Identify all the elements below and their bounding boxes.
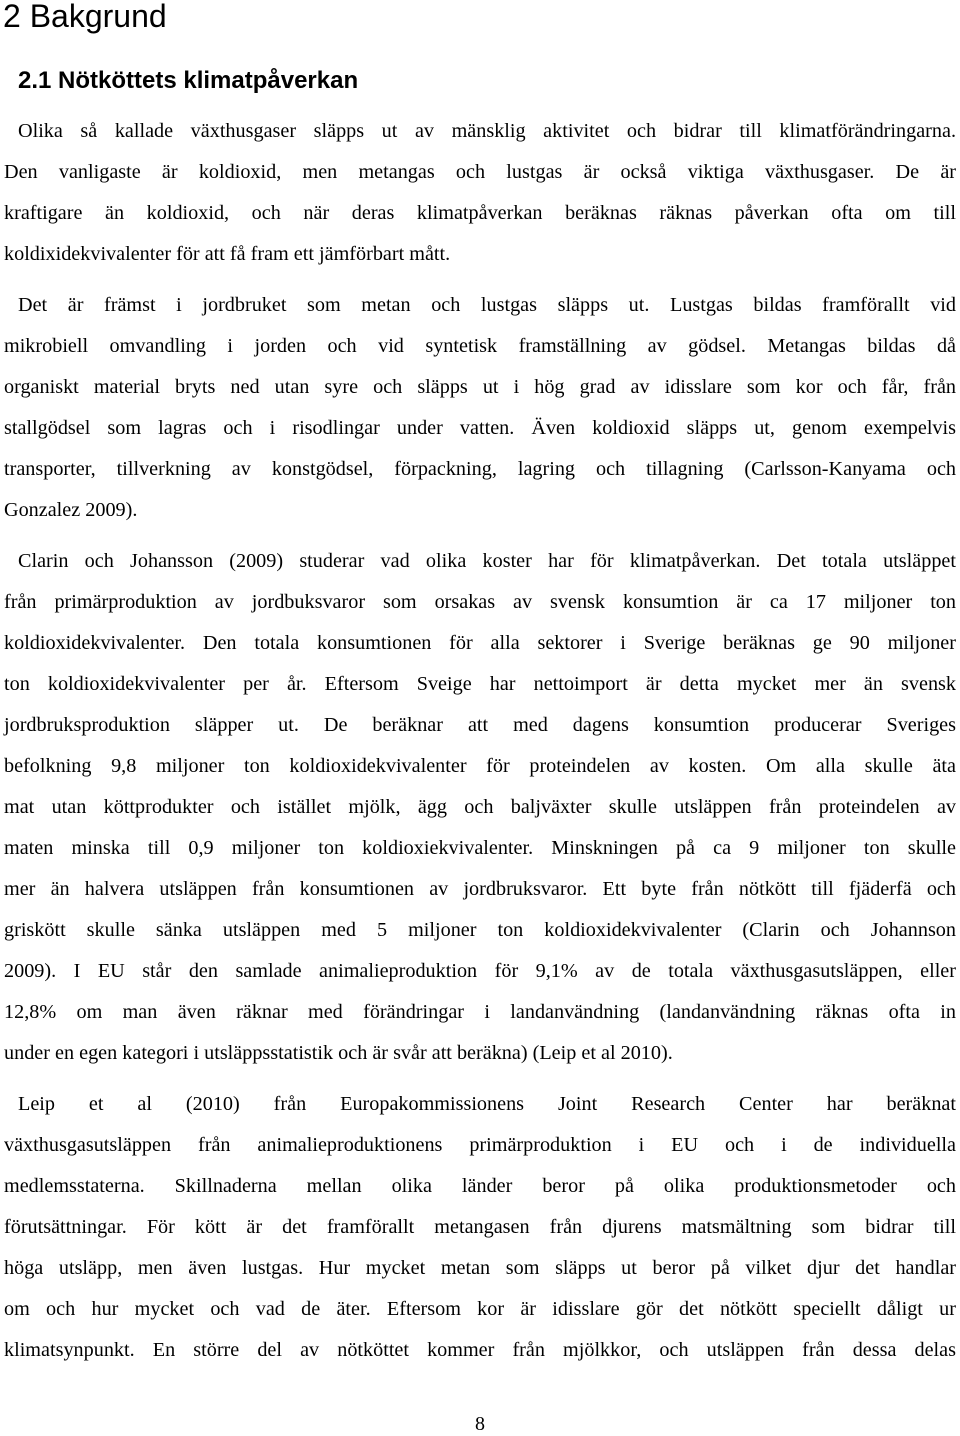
section-heading: 2.1 Nötköttets klimatpåverkan bbox=[18, 67, 359, 94]
text-line: organiskt material bryts ned utan syre och släpps ut i hög grad av idisslare som kor och får, från bbox=[4, 376, 956, 398]
text-line: kraftigare än koldioxid, och när deras klimatpåverkan beräknas räknas påverkan ofta om till bbox=[4, 202, 956, 224]
text-line: Olika så kallade växthusgaser släpps ut av mänsklig aktivitet och bidrar till klimatförändringarna. bbox=[18, 120, 956, 142]
text-line: Det är främst i jordbruket som metan och lustgas släpps ut. Lustgas bildas framförallt vid bbox=[18, 294, 956, 316]
text-line: ton koldioxidekvivalenter per år. Eftersom Sveige har nettoimport är detta mycket mer än svensk bbox=[4, 673, 956, 695]
text-line: Leip et al (2010) från Europakommissionens Joint Research Center har beräknat bbox=[18, 1093, 956, 1115]
text-line: jordbruksproduktion släpper ut. De beräknar att med dagens konsumtion producerar Sveriges bbox=[4, 714, 956, 736]
text-line: griskött skulle sänka utsläppen med 5 miljoner ton koldioxidekvivalenter (Clarin och Johannson bbox=[4, 919, 956, 941]
page-number: 8 bbox=[475, 1413, 485, 1435]
text-line: befolkning 9,8 miljoner ton koldioxidekvivalenter för proteindelen av kosten. Om alla skulle äta bbox=[4, 755, 956, 777]
text-line: koldixidekvivalenter för att få fram ett jämförbart mått. bbox=[4, 243, 451, 265]
text-line: mat utan köttprodukter och istället mjölk, ägg och baljväxter skulle utsläppen från proteindelen av bbox=[4, 796, 956, 818]
text-line: under en egen kategori i utsläppsstatistik och är svår att beräkna) (Leip et al 2010). bbox=[4, 1042, 673, 1064]
text-line: Clarin och Johansson (2009) studerar vad olika koster har för klimatpåverkan. Det totala utsläppet bbox=[18, 550, 956, 572]
text-line: mikrobiell omvandling i jorden och vid syntetisk framställning av gödsel. Metangas bildas då bbox=[4, 335, 956, 357]
text-line: Den vanligaste är koldioxid, men metangas och lustgas är också viktiga växthusgaser. De är bbox=[4, 161, 956, 183]
text-line: 2009). I EU står den samlade animalieproduktion för 9,1% av de totala växthusgasutsläppen, eller bbox=[4, 960, 956, 982]
text-line: medlemsstaterna. Skillnaderna mellan olika länder beror på olika produktionsmetoder och bbox=[4, 1175, 956, 1197]
chapter-heading: 2 Bakgrund bbox=[3, 0, 167, 34]
text-line: Gonzalez 2009). bbox=[4, 499, 138, 521]
text-line: förutsättningar. För kött är det framförallt metangasen från djurens matsmältning som bidrar till bbox=[4, 1216, 956, 1238]
text-line: om och hur mycket och vad de äter. Eftersom kor är idisslare gör det nötkött speciellt dåligt ur bbox=[4, 1298, 956, 1320]
text-line: växthusgasutsläppen från animalieproduktionens primärproduktion i EU och i de individuella bbox=[4, 1134, 956, 1156]
text-line: transporter, tillverkning av konstgödsel, förpackning, lagring och tillagning (Carlsson-Kanyama och bbox=[4, 458, 956, 480]
text-line: maten minska till 0,9 miljoner ton koldioxiekvivalenter. Minskningen på ca 9 miljoner ton skulle bbox=[4, 837, 956, 859]
text-line: klimatsynpunkt. En större del av nötköttet kommer från mjölkkor, och utsläppen från dessa delas bbox=[4, 1339, 956, 1361]
text-line: från primärproduktion av jordbuksvaror som orsakas av svensk konsumtion är ca 17 miljoner ton bbox=[4, 591, 956, 613]
text-line: 12,8% om man även räknar med förändringar i landanvändning (landanvändning räknas ofta in bbox=[4, 1001, 956, 1023]
text-line: höga utsläpp, men även lustgas. Hur mycket metan som släpps ut beror på vilket djur det handlar bbox=[4, 1257, 956, 1279]
text-line: mer än halvera utsläppen från konsumtionen av jordbruksvaror. Ett byte från nötkött till fjäderfä och bbox=[4, 878, 956, 900]
text-line: koldioxidekvivalenter. Den totala konsumtionen för alla sektorer i Sverige beräknas ge 90 miljoner bbox=[4, 632, 956, 654]
text-line: stallgödsel som lagras och i risodlingar under vatten. Även koldioxid släpps ut, genom exempelvis bbox=[4, 417, 956, 439]
